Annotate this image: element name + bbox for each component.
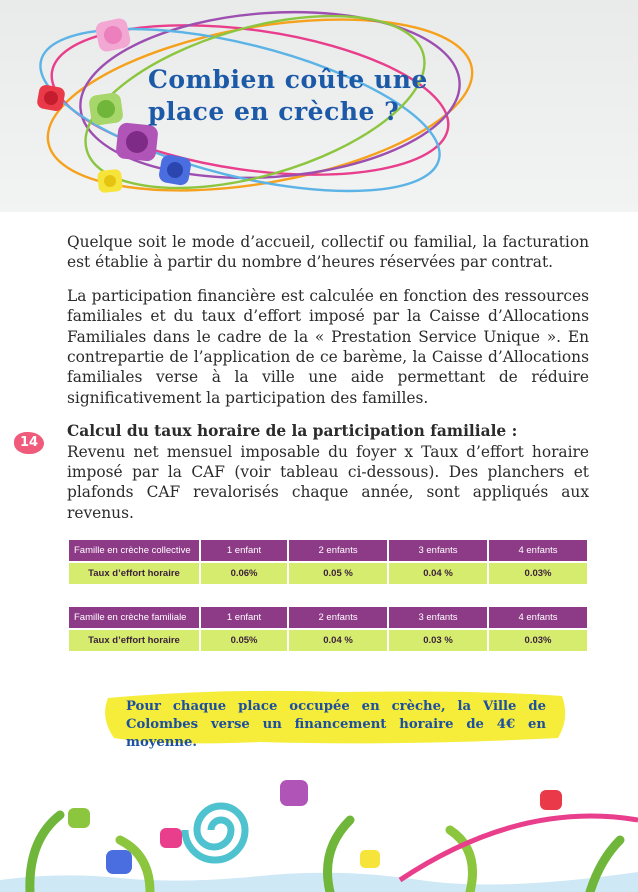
table-cell: 0.06% — [201, 563, 287, 584]
table-cell: 0.04 % — [289, 630, 387, 651]
table-cell: Taux d’effort horaire — [69, 630, 199, 651]
table-cell: 0.03% — [489, 563, 587, 584]
table-header-cell: Famille en crèche familiale — [69, 607, 199, 628]
table-cell: 0.05 % — [289, 563, 387, 584]
table-header-cell: 4 enfants — [489, 607, 587, 628]
table-header-cell: 3 enfants — [389, 540, 487, 561]
table-cell: 0.03% — [489, 630, 587, 651]
table-cell: 0.04 % — [389, 563, 487, 584]
table-header-cell: Famille en crèche collective — [69, 540, 199, 561]
title-line-1: Combien coûte une — [148, 65, 428, 94]
section-calculation — [67, 421, 589, 523]
table-header-row — [69, 607, 587, 628]
table-cell: Taux d’effort horaire — [69, 563, 199, 584]
table-row — [69, 630, 587, 651]
page-number-text: 14 — [19, 435, 39, 450]
table-header-cell: 3 enfants — [389, 607, 487, 628]
body-text — [67, 232, 589, 536]
decorative-footer-plants — [0, 760, 638, 892]
table-header-cell: 4 enfants — [489, 540, 587, 561]
section-body: Revenu net mensuel imposable du foyer x Taux d’effort horaire imposé par la CAF (voir tableau ci-dessous). Des planchers et plafonds CAF revalorisés chaque année, sont appliqués aux revenus. — [67, 442, 589, 522]
funding-callout — [100, 688, 570, 750]
table-cell: 0.03 % — [389, 630, 487, 651]
table-header-cell: 1 enfant — [201, 607, 287, 628]
table-cell: 0.05% — [201, 630, 287, 651]
table-header-cell: 1 enfant — [201, 540, 287, 561]
table-row — [69, 563, 587, 584]
rates-table-familiale — [67, 605, 589, 653]
paragraph-billing: Quelque soit le mode d’accueil, collectif ou familial, la facturation est établie à partir du nombre d’heures réservées par contrat. — [67, 233, 589, 272]
title-line-2: place en crèche ? — [148, 97, 400, 126]
table-header-cell: 2 enfants — [289, 607, 387, 628]
rates-table-collective — [67, 538, 589, 586]
table-header-row — [69, 540, 587, 561]
callout-text: Pour chaque place occupée en crèche, la Ville de Colombes verse un financement horaire de 4€ en moyenne. — [126, 699, 546, 750]
paragraph-participation: La participation financière est calculée en fonction des ressources familiales et du taux d’effort imposé par la Caisse d’Allocations Familiales dans le cadre de la « Prestation Service Unique ». En contrepartie de l’application de ce barème, la Caisse d’Allocations familiales verse à la ville une aide permettant de réduire significativement la participation des familles. — [67, 286, 589, 407]
table-header-cell: 2 enfants — [289, 540, 387, 561]
section-title: Calcul du taux horaire de la participation familiale : — [67, 422, 518, 441]
page-number — [14, 432, 44, 454]
page-title — [148, 64, 468, 128]
